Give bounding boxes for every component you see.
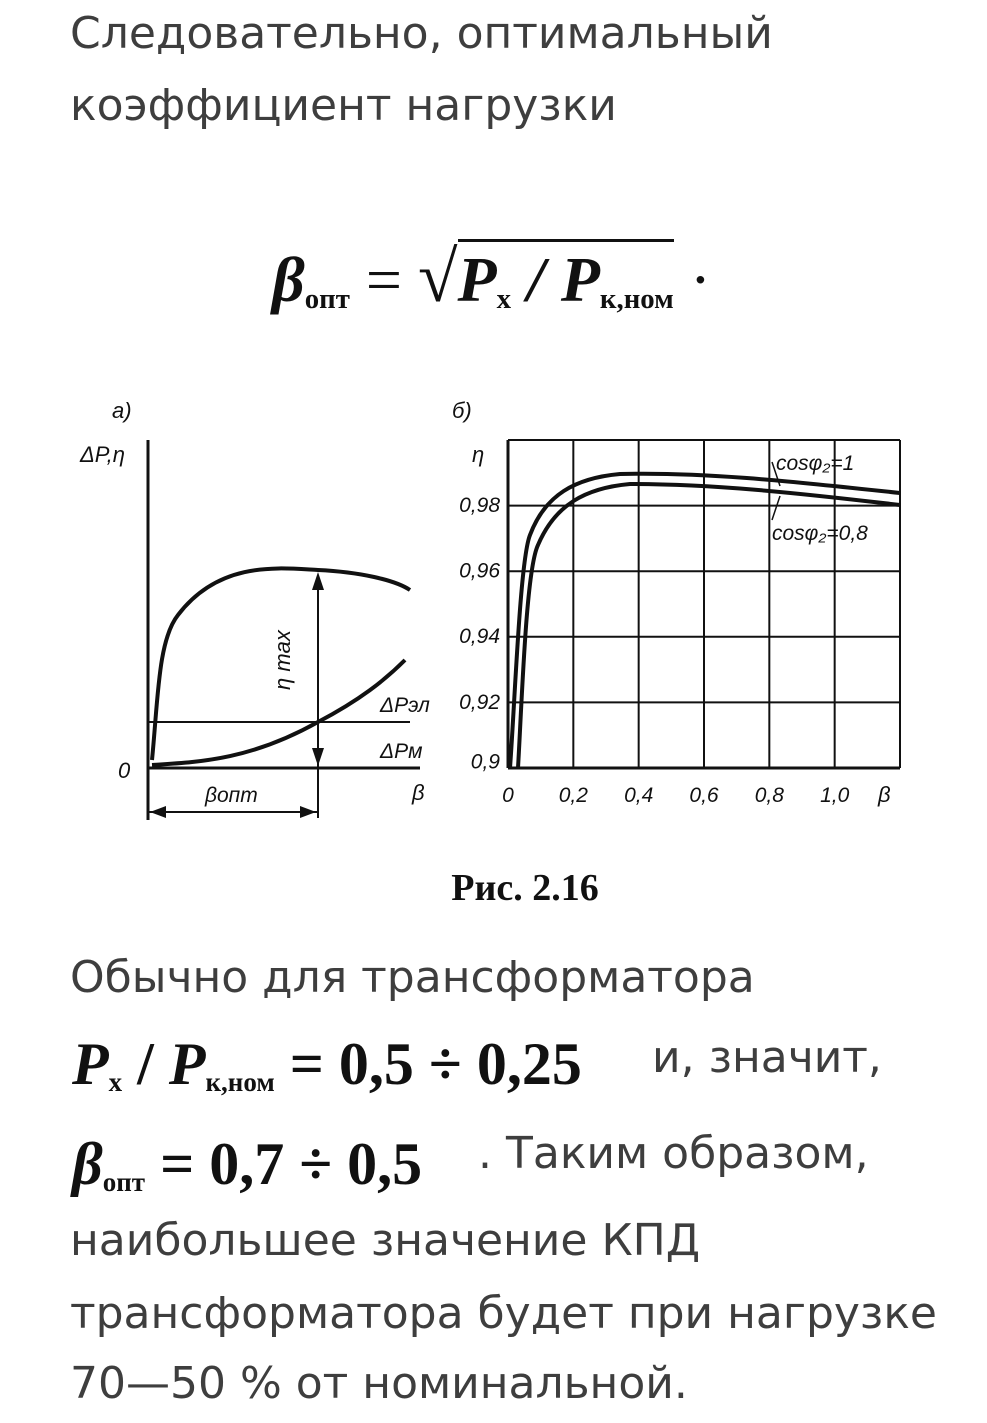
body-line-1: Обычно для трансформатора (70, 952, 755, 1003)
panel-b-x-ticks (502, 784, 849, 807)
panel-b-y-ticks (459, 494, 500, 773)
f2-den: P (168, 1031, 206, 1097)
f2-den-sub: к,ном (205, 1066, 275, 1097)
intro-line-2: коэффициент нагрузки (70, 80, 617, 131)
x-tick-label: 1,0 (820, 784, 850, 807)
beta-opt-arrow-right (300, 806, 316, 818)
f2-num: P (72, 1031, 109, 1097)
sqrt-radicand (458, 239, 674, 315)
eta-max-arrow-up (312, 572, 324, 590)
panel-a-x-label: β (412, 780, 425, 805)
y-tick-label: 0,96 (459, 559, 500, 583)
f2-num-sub: x (108, 1066, 123, 1097)
y-tick-label: 0,9 (470, 750, 500, 774)
body-line-4: наибольшее значение КПД (70, 1215, 701, 1266)
beta-opt-arrow-left (150, 806, 166, 818)
body-line-5: трансформатора будет при нагрузке (70, 1288, 937, 1339)
curve-cos-1-label: cosφ₂=1 (776, 452, 855, 475)
formula-num: P (457, 244, 497, 315)
curve-cos-0-8-leader (772, 496, 780, 520)
formula-lhs: β (272, 244, 305, 315)
x-tick-label: 0,6 (689, 784, 719, 807)
panel-a-y-label: ΔP,η (80, 442, 125, 467)
figure-caption: Рис. 2.16 (451, 867, 599, 909)
x-tick-label: 0,4 (624, 784, 654, 807)
formula-beta-range (72, 1130, 422, 1199)
y-tick-label: 0,94 (459, 625, 500, 649)
panel-b-label: б) (452, 398, 472, 423)
intro-line-1: Следовательно, оптимальный (70, 8, 773, 59)
panel-a-origin: 0 (118, 758, 131, 783)
x-tick-label: 0,2 (558, 784, 588, 807)
panel-b (452, 398, 900, 807)
formula-beta-opt (272, 236, 711, 319)
formula-lhs-sub: опт (304, 283, 350, 316)
f2-tail: и, значит, (652, 1032, 882, 1083)
curve-cos-0-8-label: cosφ₂=0,8 (772, 522, 868, 545)
f3-lhs: β (72, 1131, 103, 1197)
formula-equals: = (365, 244, 403, 315)
f3-lhs-sub: опт (102, 1166, 146, 1197)
panel-a-label: а) (112, 398, 132, 423)
formula-den: P (560, 244, 600, 315)
f3-tail: . Таким образом, (478, 1128, 869, 1179)
sqrt-symbol: √ (418, 237, 458, 317)
y-tick-label: 0,92 (459, 690, 500, 714)
formula-slash: / (511, 244, 561, 315)
beta-opt-label: βопт (205, 784, 258, 807)
panel-a (79, 398, 430, 820)
panel-b-x-label: β (878, 782, 891, 807)
f2-value: = 0,5 ÷ 0,25 (289, 1031, 582, 1097)
dp-el-label: ΔPэл (380, 694, 430, 717)
formula-num-sub: x (496, 283, 512, 316)
eta-max-label: η max (270, 630, 295, 690)
eta-max-arrow-down (312, 748, 324, 766)
x-tick-label: 0,8 (754, 784, 784, 807)
formula-end-dot: · (689, 244, 712, 315)
y-tick-label: 0,98 (459, 494, 500, 517)
f3-value: = 0,7 ÷ 0,5 (160, 1131, 423, 1197)
dp-m-label: ΔPм (380, 740, 423, 763)
x-tick-label: 0 (502, 784, 514, 807)
figure-2-16 (0, 380, 987, 850)
formula-ratio: $P_x / P_{к,ном} = 0,5 \div 0,25$ (72, 1031, 582, 1097)
formula-den-sub: к,ном (599, 283, 674, 316)
body-line-6: 70—50 % от номинальной. (70, 1358, 688, 1409)
panel-b-y-label: η (472, 442, 485, 467)
